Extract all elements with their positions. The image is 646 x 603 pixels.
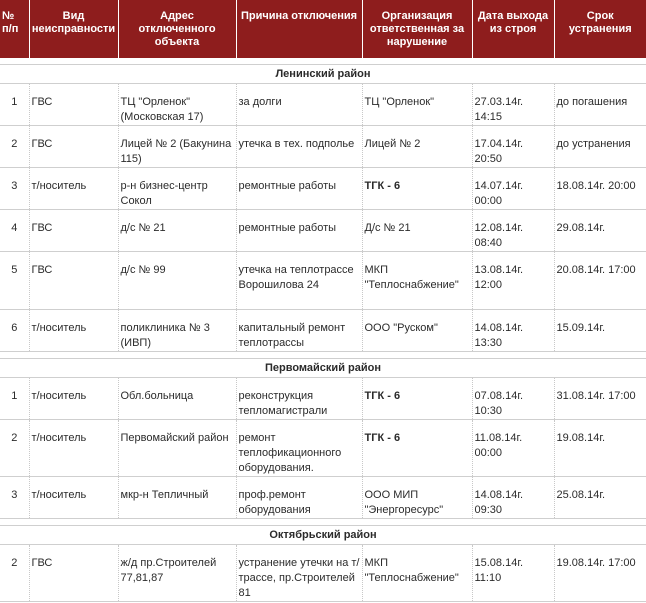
row-date-out: 12.08.14г. 08:40 — [472, 210, 554, 252]
row-num: 4 — [0, 210, 29, 252]
table-row — [0, 84, 646, 126]
row-type: ГВС — [29, 84, 118, 126]
row-num: 5 — [0, 252, 29, 310]
row-type: т/носитель — [29, 477, 118, 519]
row-num: 2 — [0, 126, 29, 168]
table-row — [0, 545, 646, 602]
row-num: 3 — [0, 477, 29, 519]
table-row — [0, 378, 646, 420]
row-org: ООО "Руском" — [362, 310, 472, 352]
row-address: ж/д пр.Строителей 77,81,87 — [118, 545, 236, 602]
row-org: ТГК - 6 — [362, 420, 472, 477]
row-date-out: 17.04.14г. 20:50 — [472, 126, 554, 168]
spacer-cell — [0, 352, 646, 359]
row-date-out: 15.08.14г. 11:10 — [472, 545, 554, 602]
table-row — [0, 477, 646, 519]
section-row — [0, 359, 646, 378]
section-title: Первомайский район — [0, 359, 646, 378]
row-date-out: 27.03.14г. 14:15 — [472, 84, 554, 126]
row-date-out: 07.08.14г. 10:30 — [472, 378, 554, 420]
row-type: т/носитель — [29, 378, 118, 420]
row-deadline: 20.08.14г. 17:00 — [554, 252, 646, 310]
row-org: Д/с № 21 — [362, 210, 472, 252]
section-title: Октябрьский район — [0, 526, 646, 545]
row-date-out: 13.08.14г. 12:00 — [472, 252, 554, 310]
row-reason: утечка на теплотрассе Ворошилова 24 — [236, 252, 362, 310]
row-address: Лицей № 2 (Бакунина 115) — [118, 126, 236, 168]
spacer-cell — [0, 519, 646, 526]
table-header-row — [0, 0, 646, 58]
row-org: МКП "Теплоснабжение" — [362, 252, 472, 310]
row-reason: проф.ремонт оборудования — [236, 477, 362, 519]
row-deadline: 29.08.14г. — [554, 210, 646, 252]
row-type: ГВС — [29, 252, 118, 310]
section-title: Ленинский район — [0, 65, 646, 84]
row-date-out: 14.08.14г. 09:30 — [472, 477, 554, 519]
row-date-out: 11.08.14г. 00:00 — [472, 420, 554, 477]
row-num: 2 — [0, 420, 29, 477]
row-reason: ремонтные работы — [236, 168, 362, 210]
row-address: Первомайский район — [118, 420, 236, 477]
row-org: ТЦ "Орленок" — [362, 84, 472, 126]
header-address: Адрес отключенного объекта — [118, 0, 236, 58]
row-deadline: 15.09.14г. — [554, 310, 646, 352]
row-num: 3 — [0, 168, 29, 210]
row-date-out: 14.07.14г. 00:00 — [472, 168, 554, 210]
row-type: ГВС — [29, 210, 118, 252]
row-reason: реконструкция тепломагистрали — [236, 378, 362, 420]
row-address: поликлиника № 3 (ИВП) — [118, 310, 236, 352]
row-org: ТГК - 6 — [362, 168, 472, 210]
table-row — [0, 210, 646, 252]
row-deadline: 19.08.14г. 17:00 — [554, 545, 646, 602]
row-org: ТГК - 6 — [362, 378, 472, 420]
row-address: д/с № 99 — [118, 252, 236, 310]
section-row — [0, 526, 646, 545]
row-reason: утечка в тех. подполье — [236, 126, 362, 168]
row-deadline: 31.08.14г. 17:00 — [554, 378, 646, 420]
row-type: ГВС — [29, 545, 118, 602]
table-body — [0, 58, 646, 602]
header-org: Организация ответственная за нарушение — [362, 0, 472, 58]
row-num: 1 — [0, 84, 29, 126]
section-spacer — [0, 519, 646, 526]
row-address: Обл.больница — [118, 378, 236, 420]
row-reason: ремонт теплофикационного оборудования. — [236, 420, 362, 477]
row-type: т/носитель — [29, 168, 118, 210]
row-address: д/с № 21 — [118, 210, 236, 252]
row-date-out: 14.08.14г. 13:30 — [472, 310, 554, 352]
table-row — [0, 168, 646, 210]
row-deadline: до устранения — [554, 126, 646, 168]
table-row — [0, 310, 646, 352]
section-spacer — [0, 352, 646, 359]
row-address: р-н бизнес-центр Сокол — [118, 168, 236, 210]
header-type: Вид неисправности — [29, 0, 118, 58]
row-type: ГВС — [29, 126, 118, 168]
header-deadline: Срок устранения — [554, 0, 646, 58]
row-reason: устранение утечки на т/трассе, пр.Строителей 81 — [236, 545, 362, 602]
row-org: МКП "Теплоснабжение" — [362, 545, 472, 602]
row-reason: ремонтные работы — [236, 210, 362, 252]
header-date-out: Дата выхода из строя — [472, 0, 554, 58]
row-reason: за долги — [236, 84, 362, 126]
row-deadline: до погашения — [554, 84, 646, 126]
section-row — [0, 65, 646, 84]
row-address: ТЦ "Орленок" (Московская 17) — [118, 84, 236, 126]
header-reason: Причина отключения — [236, 0, 362, 58]
row-org: Лицей № 2 — [362, 126, 472, 168]
row-num: 1 — [0, 378, 29, 420]
row-num: 2 — [0, 545, 29, 602]
row-num: 6 — [0, 310, 29, 352]
row-reason: капитальный ремонт теплотрассы — [236, 310, 362, 352]
row-org: ООО МИП "Энергоресурс" — [362, 477, 472, 519]
table-row — [0, 252, 646, 310]
row-deadline: 18.08.14г. 20:00 — [554, 168, 646, 210]
table-row — [0, 420, 646, 477]
table-row — [0, 126, 646, 168]
row-type: т/носитель — [29, 420, 118, 477]
header-num: № п/п — [0, 0, 29, 58]
row-deadline: 25.08.14г. — [554, 477, 646, 519]
row-address: мкр-н Тепличный — [118, 477, 236, 519]
row-type: т/носитель — [29, 310, 118, 352]
row-deadline: 19.08.14г. — [554, 420, 646, 477]
